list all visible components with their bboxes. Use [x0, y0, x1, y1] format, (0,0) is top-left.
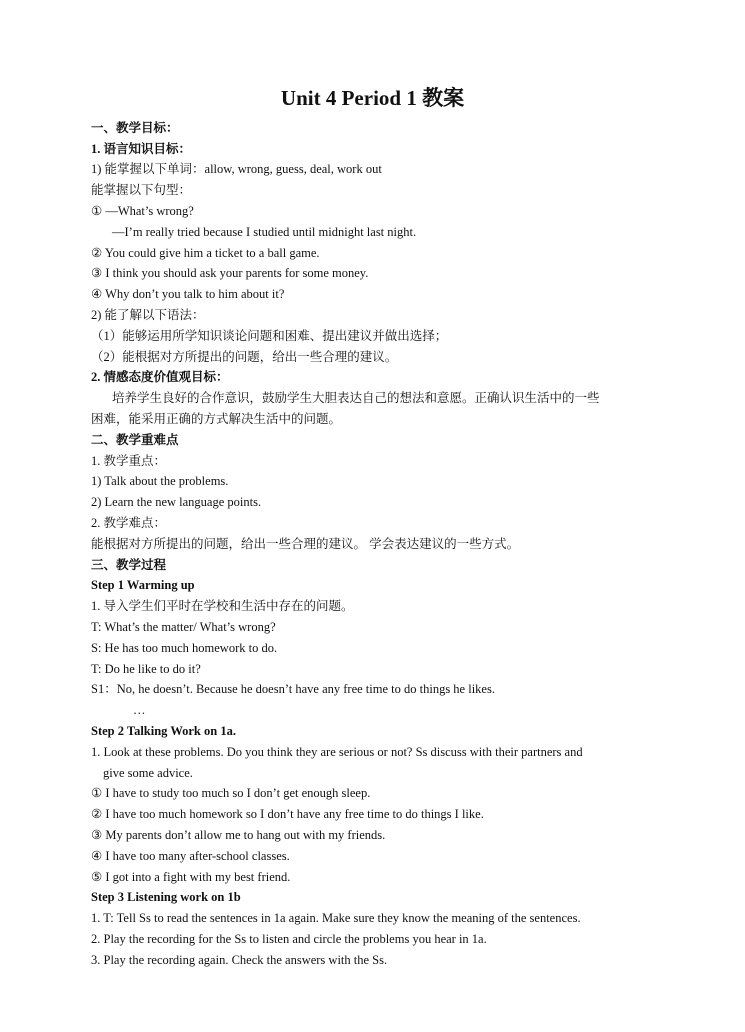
- text-line: 2. 教学难点：: [91, 516, 167, 530]
- dialogue-line: T: Do he like to do it?: [91, 662, 201, 676]
- text-line: 1) 能掌握以下单词：allow, wrong, guess, deal, work out: [91, 162, 382, 176]
- text-line: 2) Learn the new language points.: [91, 495, 262, 509]
- list-item: ④ I have too many after-school classes.: [91, 849, 290, 863]
- step-heading: Step 3 Listening work on 1b: [91, 890, 241, 904]
- step-heading: Step 2 Talking Work on 1a.: [91, 724, 236, 738]
- text-line: 1. Look at these problems. Do you think they are serious or not? Ss discuss with their partners and: [91, 745, 583, 759]
- ellipsis-line: …: [133, 703, 146, 717]
- section-heading: 一、教学目标：: [91, 121, 179, 135]
- dialogue-line: T: What’s the matter/ What’s wrong?: [91, 620, 276, 634]
- subsection-heading: 2. 情感态度价值观目标：: [91, 370, 229, 384]
- paragraph-line: 培养学生良好的合作意识，鼓励学生大胆表达自己的想法和意愿。正确认识生活中的一些: [112, 391, 600, 405]
- text-line: 1. T: Tell Ss to read the sentences in 1a again. Make sure they know the meaning of the sentences.: [91, 911, 581, 925]
- list-item-continuation: —I’m really tried because I studied until midnight last night.: [112, 225, 417, 239]
- dialogue-line: S: He has too much homework to do.: [91, 641, 278, 655]
- text-line: 1. 教学重点：: [91, 454, 167, 468]
- text-line: （1）能够运用所学知识谈论问题和困难、提出建议并做出选择；: [91, 329, 448, 343]
- subsection-heading: 1. 语言知识目标：: [91, 142, 192, 156]
- text-line: 能掌握以下句型：: [91, 183, 192, 197]
- text-line: （2）能根据对方所提出的问题，给出一些合理的建议。: [91, 350, 398, 364]
- text-line-continuation: give some advice.: [103, 766, 193, 780]
- list-item: ③ I think you should ask your parents for some money.: [91, 266, 369, 280]
- list-item: ② I have too much homework so I don’t have any free time to do things I like.: [91, 807, 484, 821]
- paragraph-line: 困难，能采用正确的方式解决生活中的问题。: [91, 412, 342, 426]
- list-item: ① —What’s wrong?: [91, 204, 194, 218]
- list-item: ⑤ I got into a fight with my best friend.: [91, 870, 291, 884]
- text-line: 2. Play the recording for the Ss to listen and circle the problems you hear in 1a.: [91, 932, 487, 946]
- text-line: 2) 能了解以下语法：: [91, 308, 205, 322]
- section-heading: 三、教学过程: [91, 558, 167, 572]
- dialogue-line: S1：No, he doesn’t. Because he doesn’t have any free time to do things he likes.: [91, 682, 495, 696]
- list-item: ① I have to study too much so I don’t get enough sleep.: [91, 786, 371, 800]
- text-line: 3. Play the recording again. Check the answers with the Ss.: [91, 953, 388, 967]
- section-heading: 二、教学重难点: [91, 433, 179, 447]
- page-title: Unit 4 Period 1 教案: [280, 86, 465, 110]
- text-line: 1) Talk about the problems.: [91, 474, 229, 488]
- text-line: 1. 导入学生们平时在学校和生活中存在的问题。: [91, 599, 354, 613]
- list-item: ③ My parents don’t allow me to hang out with my friends.: [91, 828, 386, 842]
- text-line: 能根据对方所提出的问题，给出一些合理的建议。 学会表达建议的一些方式。: [91, 537, 520, 551]
- list-item: ④ Why don’t you talk to him about it?: [91, 287, 285, 301]
- list-item: ② You could give him a ticket to a ball game.: [91, 246, 320, 260]
- step-heading: Step 1 Warming up: [91, 578, 195, 592]
